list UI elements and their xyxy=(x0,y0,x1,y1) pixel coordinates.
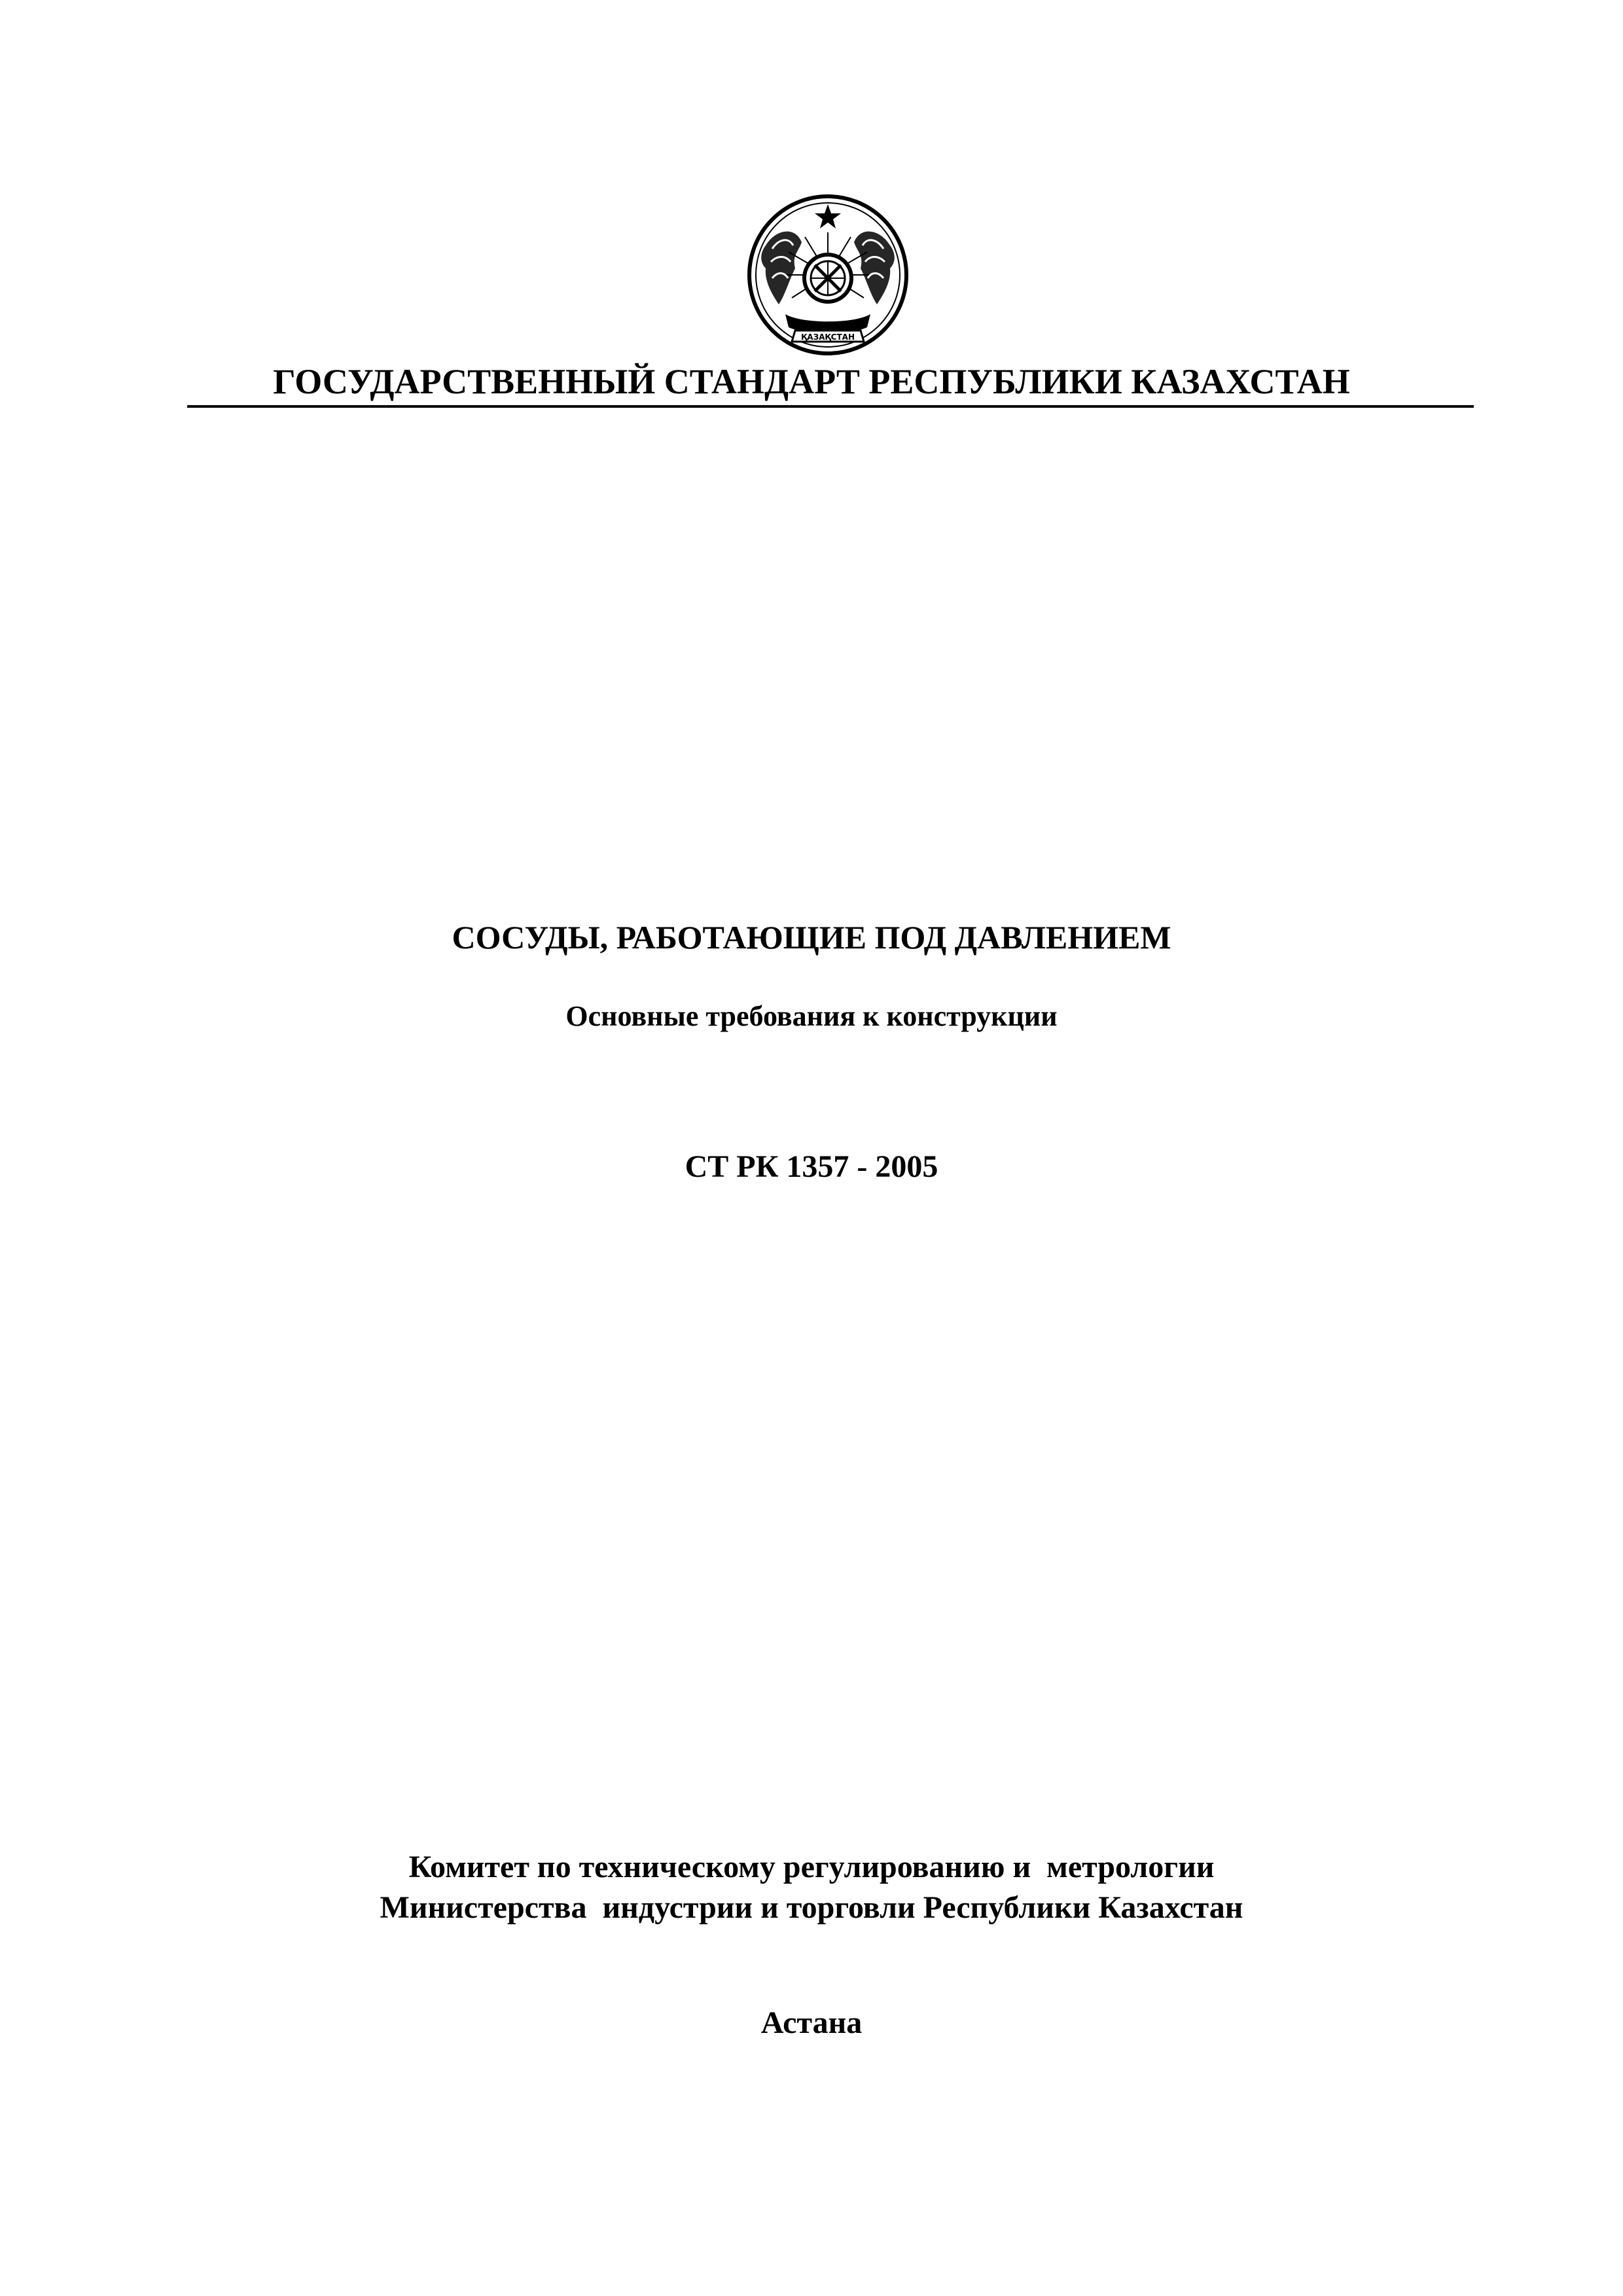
svg-text:ҚАЗАҚСТАН: ҚАЗАҚСТАН xyxy=(800,332,855,342)
publisher-line-2: Министерства индустрии и торговли Республики Казахстан xyxy=(380,1890,1243,1925)
header-title: ГОСУДАРСТВЕННЫЙ СТАНДАРТ РЕСПУБЛИКИ КАЗАХСТАН xyxy=(273,362,1350,401)
state-emblem-icon xyxy=(740,190,916,360)
document-subtitle: Основные требования к конструкции xyxy=(565,1000,1058,1032)
header-divider xyxy=(187,405,1474,408)
document-title: СОСУДЫ, РАБОТАЮЩИЕ ПОД ДАВЛЕНИЕМ xyxy=(452,919,1171,956)
publisher-block xyxy=(0,1847,1623,1928)
publication-city: Астана xyxy=(760,2005,863,2040)
document-code: СТ РК 1357 - 2005 xyxy=(685,1149,938,1184)
publisher-line-1: Комитет по техническому регулированию и метрологии xyxy=(408,1850,1215,1884)
